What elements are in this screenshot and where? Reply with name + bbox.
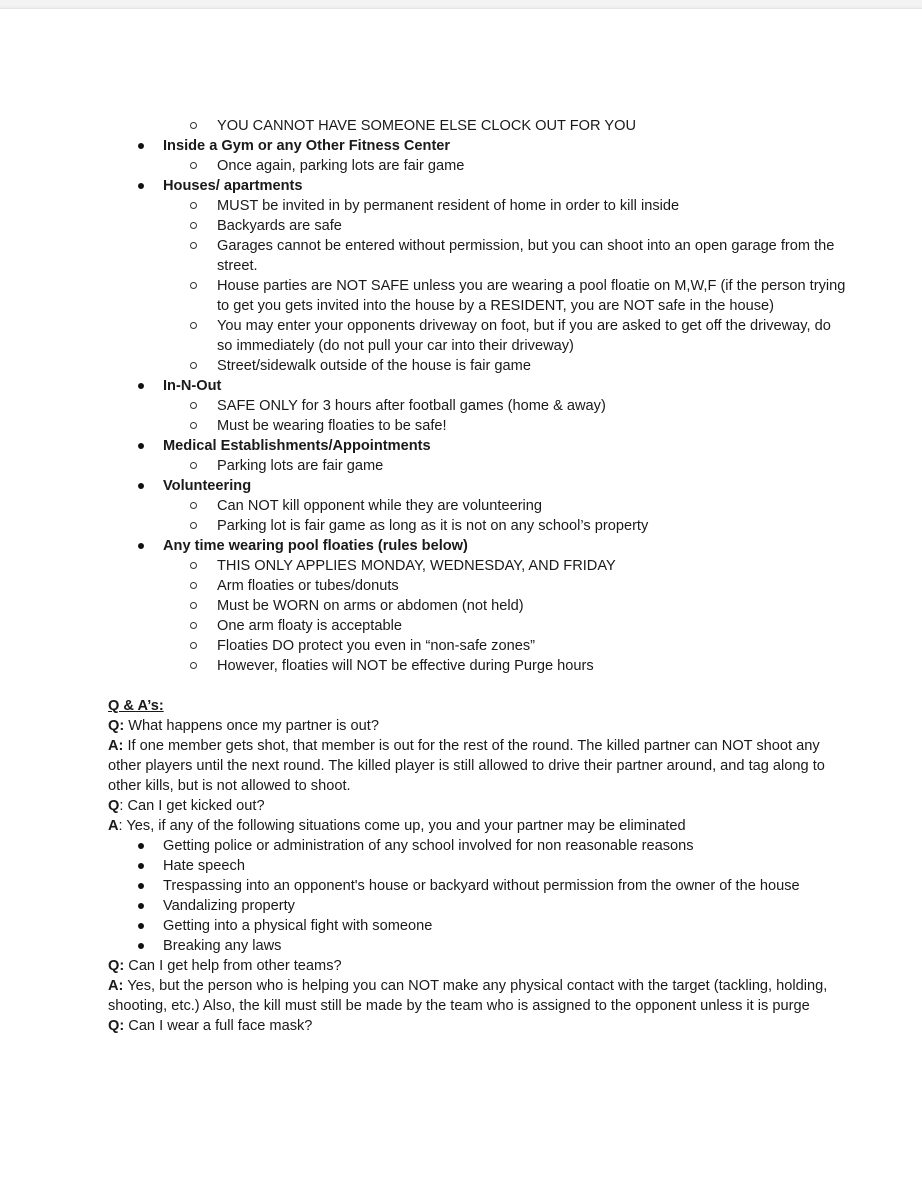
rule-item: Backyards are safe — [108, 216, 848, 236]
rule-item: Must be WORN on arms or abdomen (not held) — [108, 596, 848, 616]
rule-item: Street/sidewalk outside of the house is fair game — [108, 356, 848, 376]
qa-text: : Can I get kicked out? — [119, 798, 265, 814]
qa-text: What happens once my partner is out? — [124, 718, 379, 734]
rule-item: Parking lot is fair game as long as it is not on any school’s property — [108, 516, 848, 536]
qa-label: Q: — [108, 1018, 125, 1034]
rule-item: House parties are NOT SAFE unless you are wearing a pool floatie on M,W,F (if the person trying to get you gets invited into the house by a RESIDENT, you are NOT safe in the house) — [108, 276, 848, 316]
rule-item: THIS ONLY APPLIES MONDAY, WEDNESDAY, AND FRIDAY — [108, 556, 848, 576]
rule-item: Once again, parking lots are fair game — [108, 156, 848, 176]
question — [108, 956, 848, 976]
qa-text: Can I get help from other teams? — [124, 958, 342, 974]
question — [108, 796, 848, 816]
elimination-reason: Hate speech — [108, 856, 848, 876]
rule-item: Parking lots are fair game — [108, 456, 848, 476]
question — [108, 1016, 848, 1036]
rule-item: Floaties DO protect you even in “non-safe zones” — [108, 636, 848, 656]
elimination-reason: Getting into a physical fight with someone — [108, 916, 848, 936]
qa-label: Q: — [108, 718, 125, 734]
rule-category: Volunteering — [108, 476, 848, 496]
qa-section — [108, 716, 848, 1036]
rule-item: You may enter your opponents driveway on foot, but if you are asked to get off the driveway, do so immediately (do not pull your car into their driveway) — [108, 316, 848, 356]
rule-item: However, floaties will NOT be effective during Purge hours — [108, 656, 848, 676]
elimination-reason: Vandalizing property — [108, 896, 848, 916]
rule-item: Can NOT kill opponent while they are volunteering — [108, 496, 848, 516]
rule-item: One arm floaty is acceptable — [108, 616, 848, 636]
qa-heading: Q & A’s: — [108, 698, 164, 714]
rule-item: Garages cannot be entered without permission, but you can shoot into an open garage from the street. — [108, 236, 848, 276]
elimination-reason: Getting police or administration of any school involved for non reasonable reasons — [108, 836, 848, 856]
qa-text: : Yes, if any of the following situations come up, you and your partner may be eliminated — [118, 818, 686, 834]
answer — [108, 816, 848, 836]
answer — [108, 736, 848, 796]
question — [108, 716, 848, 736]
qa-text: Can I wear a full face mask? — [124, 1018, 313, 1034]
rule-item: YOU CANNOT HAVE SOMEONE ELSE CLOCK OUT FOR YOU — [108, 116, 848, 136]
answer — [108, 976, 848, 1016]
qa-label: Q — [108, 798, 120, 814]
rule-category: Inside a Gym or any Other Fitness Center — [108, 136, 848, 156]
rule-category: In-N-Out — [108, 376, 848, 396]
rule-item: Must be wearing floaties to be safe! — [108, 416, 848, 436]
qa-text: Yes, but the person who is helping you can NOT make any physical contact with the target (tackling, holding, shooting, etc.) Also, the kill must still be made by the team who is assigned to the opponent unless it is purge — [108, 978, 828, 1014]
elimination-reason: Breaking any laws — [108, 936, 848, 956]
rule-category: Houses/ apartments — [108, 176, 848, 196]
document-content — [108, 116, 848, 1036]
rule-item: MUST be invited in by permanent resident of home in order to kill inside — [108, 196, 848, 216]
qa-label: A — [108, 818, 119, 834]
qa-label: A: — [108, 738, 124, 754]
rule-category: Medical Establishments/Appointments — [108, 436, 848, 456]
elimination-reason: Trespassing into an opponent's house or backyard without permission from the owner of the house — [108, 876, 848, 896]
rule-item: Arm floaties or tubes/donuts — [108, 576, 848, 596]
qa-text: If one member gets shot, that member is out for the rest of the round. The killed partner can NOT shoot any other players until the next round. The killed player is still allowed to drive their partner around, and tag along to other kills, but is not allowed to shoot. — [108, 738, 825, 794]
qa-label: Q: — [108, 958, 125, 974]
qa-label: A: — [108, 978, 124, 994]
safe-zone-rules-list — [108, 116, 848, 676]
document-page — [0, 8, 922, 1201]
rule-item: SAFE ONLY for 3 hours after football games (home & away) — [108, 396, 848, 416]
rule-category: Any time wearing pool floaties (rules below) — [108, 536, 848, 556]
